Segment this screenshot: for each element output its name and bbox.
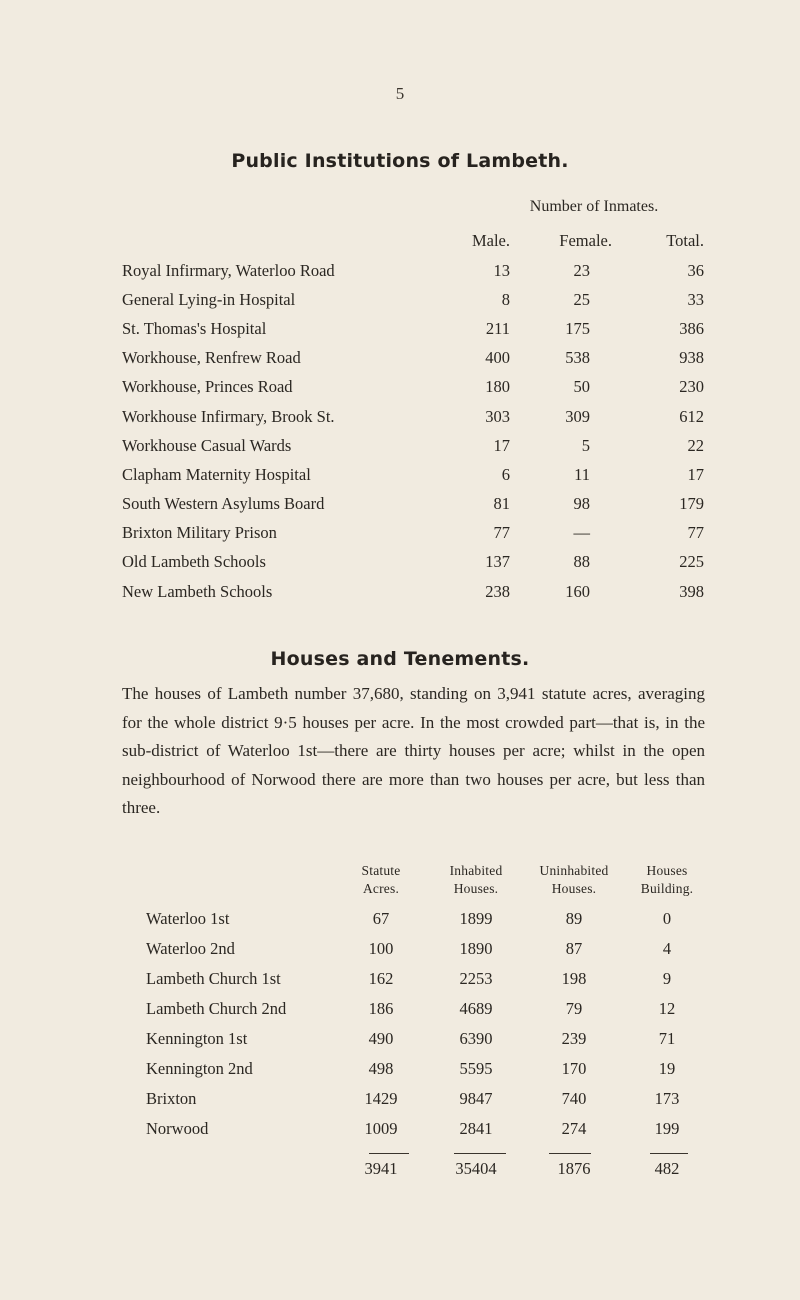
male-count: 8 [501,289,510,309]
inhabited-houses: 6390 [459,1029,493,1048]
female-count: 98 [573,494,590,514]
female-column-header: Female. [559,231,612,250]
district-name: Lambeth Church 2nd [146,999,287,1018]
inmates-table-row [122,402,704,431]
district-name: Waterloo 2nd [146,939,235,958]
inmates-table-row [122,519,704,548]
total-count: 36 [687,260,704,280]
female-count: — [573,523,590,543]
female-count: 538 [565,348,590,368]
statute-acres: 100 [368,939,394,958]
total-rule-building [650,1153,688,1154]
inhabited-houses: 1899 [459,909,493,928]
total-count: 179 [679,494,704,514]
houses-building: 0 [662,909,672,928]
uninhabited-houses-header [526,862,622,904]
inhabited-houses: 9847 [459,1089,493,1108]
uninhabited-houses-header-line1: Uninhabited [539,863,609,878]
institution-name: Royal Infirmary, Waterloo Road [122,260,335,280]
female-count: 23 [573,260,590,280]
inhabited-houses: 1890 [459,939,493,958]
inmates-table [122,226,704,606]
total-count: 938 [679,348,704,368]
uninhabited-houses: 198 [561,969,587,988]
female-count: 50 [573,377,590,397]
district-name: Kennington 1st [146,1029,248,1048]
female-count: 5 [581,435,590,455]
institution-name: Workhouse, Princes Road [122,377,293,397]
institution-name: St. Thomas's Hospital [122,318,267,338]
male-count: 137 [485,552,510,572]
inhabited-houses-header-line1: Inhabited [449,863,503,878]
institution-name: Brixton Military Prison [122,523,277,543]
statute-acres-header-line2: Acres. [362,881,400,896]
total-count: 230 [679,377,704,397]
houses-table-row [146,964,712,994]
uninhabited-houses: 170 [561,1059,587,1078]
district-name: Kennington 2nd [146,1059,253,1078]
houses-building-header-line2: Building. [640,881,694,896]
male-count: 6 [501,464,510,484]
female-count: 175 [565,318,590,338]
male-count: 211 [485,318,510,338]
inhabited-houses-header-line2: Houses. [453,881,499,896]
uninhabited-houses-header-line2: Houses. [551,881,597,896]
statute-acres: 162 [368,969,394,988]
district-name: Brixton [146,1089,197,1108]
section-title-houses-tenements: Houses and Tenements. [270,648,530,670]
houses-paragraph: The houses of Lambeth number 37,680, standing on 3,941 statute acres, averaging for the whole district 9·5 houses per acre. In the most crowded part—that is, in the sub-district of Waterloo 1st—there are thirty houses per acre; whilst in the open neighbourhood of Norwood there are more than two houses per acre, but less than three. [122,684,705,817]
houses-table-row [146,934,712,964]
houses-table-row [146,1054,712,1084]
institution-name: Workhouse, Renfrew Road [122,348,301,368]
female-count: 88 [573,552,590,572]
inmates-table-row [122,256,704,285]
houses-table-row [146,994,712,1024]
total-count: 17 [687,464,704,484]
inhabited-houses: 2253 [459,969,493,988]
inmates-table-row [122,548,704,577]
district-name: Waterloo 1st [146,909,230,928]
inhabited-houses: 5595 [459,1059,493,1078]
section-title-public-institutions: Public Institutions of Lambeth. [231,150,569,172]
houses-header-row [146,862,712,904]
total-count: 225 [679,552,704,572]
inhabited-houses-header [426,862,526,904]
inmates-table-row [122,344,704,373]
male-count: 303 [485,406,510,426]
inmates-group-header: Number of Inmates. [529,198,659,215]
district-name: Norwood [146,1119,209,1138]
female-count: 160 [565,581,590,601]
houses-table-row [146,904,712,934]
inmates-table-row [122,577,704,606]
inmates-table-row [122,431,704,460]
houses-building: 199 [654,1119,680,1138]
male-count: 400 [485,348,510,368]
total-count: 77 [687,523,704,543]
houses-table [146,862,712,1184]
institution-name: General Lying-in Hospital [122,289,296,309]
institution-name: Clapham Maternity Hospital [122,464,311,484]
male-count: 180 [485,377,510,397]
houses-building: 12 [658,999,676,1018]
statute-acres: 498 [368,1059,394,1078]
uninhabited-houses: 274 [561,1119,587,1138]
male-count: 238 [485,581,510,601]
district-name-header [146,862,336,904]
inmates-table-row [122,373,704,402]
total-count: 398 [679,581,704,601]
total-statute-acres: 3941 [364,1159,398,1178]
uninhabited-houses: 89 [565,909,583,928]
male-count: 77 [493,523,510,543]
statute-acres: 1429 [364,1089,398,1108]
male-count: 13 [493,260,510,280]
total-count: 33 [687,289,704,309]
total-count: 386 [679,318,704,338]
statute-acres: 67 [372,909,390,928]
uninhabited-houses: 79 [565,999,583,1018]
page-number: 5 [395,84,405,103]
houses-building-header-line1: Houses [646,863,688,878]
female-count: 309 [565,406,590,426]
uninhabited-houses: 239 [561,1029,587,1048]
total-count: 612 [679,406,704,426]
total-rule-uninhabited [549,1153,591,1154]
total-column-header: Total. [666,231,704,250]
houses-table-row [146,1084,712,1114]
inmates-table-row [122,460,704,489]
total-rule-inhabited [454,1153,506,1154]
houses-totals-row [146,1144,712,1184]
houses-table-row [146,1114,712,1144]
houses-building: 4 [662,939,672,958]
inmates-table-row [122,490,704,519]
houses-building: 71 [658,1029,676,1048]
total-rule-acres [369,1153,409,1154]
inmates-name-header [122,226,442,256]
total-uninhabited-houses: 1876 [557,1159,591,1178]
female-count: 25 [573,289,590,309]
statute-acres: 186 [368,999,394,1018]
inmates-table-row [122,314,704,343]
houses-table-row [146,1024,712,1054]
uninhabited-houses: 87 [565,939,583,958]
uninhabited-houses: 740 [561,1089,587,1108]
houses-building: 173 [654,1089,680,1108]
male-column-header: Male. [471,231,510,250]
institution-name: New Lambeth Schools [122,581,273,601]
houses-building: 19 [658,1059,676,1078]
total-houses-building: 482 [654,1159,680,1178]
inmates-header-row [122,226,704,256]
district-name: Lambeth Church 1st [146,969,281,988]
institution-name: Workhouse Casual Wards [122,435,292,455]
total-inhabited-houses: 35404 [455,1159,497,1178]
houses-building: 9 [662,969,672,988]
inhabited-houses: 2841 [459,1119,493,1138]
houses-building-header [622,862,712,904]
total-count: 22 [687,435,704,455]
female-count: 11 [574,464,590,484]
statute-acres: 490 [368,1029,394,1048]
statute-acres: 1009 [364,1119,398,1138]
institution-name: Old Lambeth Schools [122,552,266,572]
statute-acres-header-line1: Statute [361,863,401,878]
totals-label-cell [146,1144,336,1184]
male-count: 17 [493,435,510,455]
inhabited-houses: 4689 [459,999,493,1018]
statute-acres-header [336,862,426,904]
inmates-table-row [122,285,704,314]
male-count: 81 [493,494,510,514]
institution-name: South Western Asylums Board [122,494,325,514]
institution-name: Workhouse Infirmary, Brook St. [122,406,335,426]
